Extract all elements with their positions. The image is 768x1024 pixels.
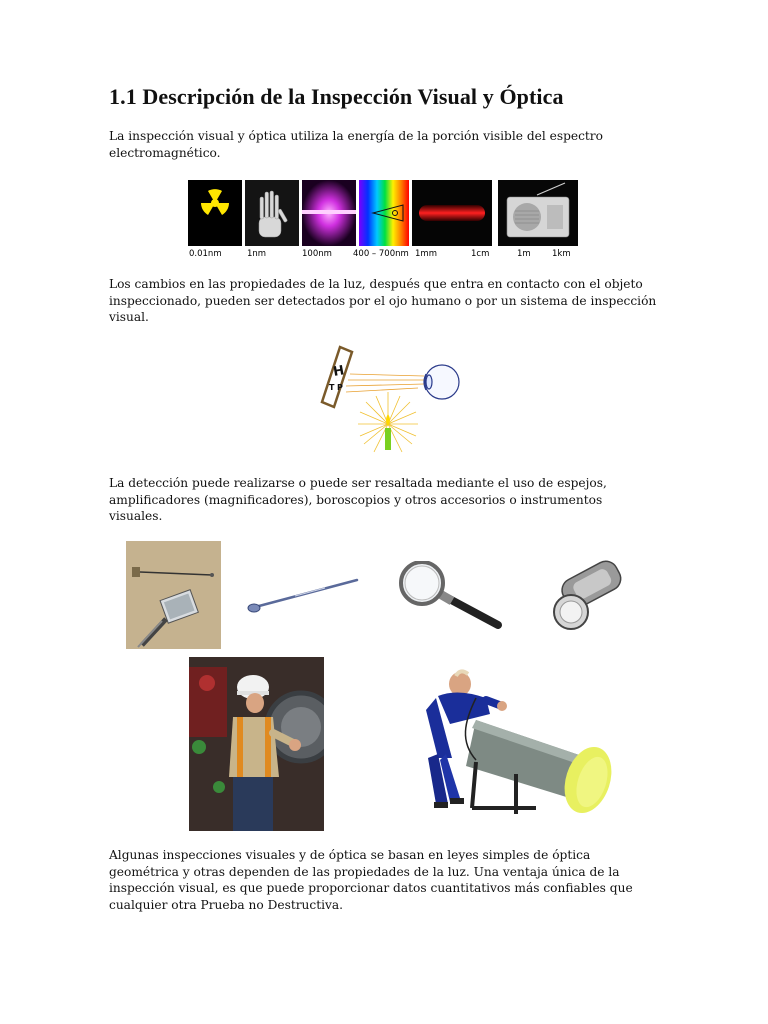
text-line: La detección puede realizarse o puede ser resaltada mediante el uso de espejos,	[109, 476, 607, 490]
text-line: La inspección visual y óptica utiliza la energía de la porción visible del espectro	[109, 129, 603, 143]
spectrum-label: 1mm	[415, 249, 437, 259]
text-line: inspeccionado, pueden ser detectados por el ojo humano o por un sistema de inspección	[109, 293, 657, 308]
eye-chart-letter: P	[337, 383, 343, 392]
loupe-magnifier-icon	[549, 556, 637, 634]
visible-spectrum-panel	[359, 180, 409, 246]
spectrum-label: 100nm	[302, 249, 332, 259]
paragraph-light-properties	[109, 276, 665, 326]
spectrum-label: 1cm	[471, 249, 490, 259]
uv-tube-icon	[302, 210, 356, 214]
borescope-operator-photo	[416, 662, 614, 824]
text-line: inspección visual, es que puede proporcionar datos cuantitativos más confiables que	[109, 881, 633, 896]
eye-chart-board-icon	[322, 347, 352, 407]
spectrum-label: 1km	[552, 249, 571, 259]
paragraph-conclusion	[109, 847, 665, 913]
text-line: visual.	[109, 310, 149, 325]
eye-chart-diagram	[318, 344, 468, 456]
section-heading: 1.1 Descripción de la Inspección Visual y Óptica	[109, 84, 564, 109]
vessel-icon	[466, 720, 614, 819]
text-line: geométrica y otras dependen de las propiedades de la luz. Una ventaja única de la	[109, 864, 620, 879]
candle-icon	[358, 392, 418, 452]
text-line: electromagnético.	[109, 145, 221, 160]
spectrum-label: 400 – 700nm	[353, 249, 409, 259]
eye-icon	[424, 365, 459, 399]
text-line: Los cambios en las propiedades de la luz, después que entra en contacto con el objeto	[109, 277, 643, 291]
eye-chart-letter: H	[332, 363, 346, 380]
text-line: Algunas inspecciones visuales y de óptica se basan en leyes simples de óptica	[109, 848, 591, 862]
spectrum-label: 1nm	[247, 249, 267, 259]
paragraph-detection	[109, 475, 665, 525]
text-line: visuales.	[109, 509, 163, 524]
text-line: cualquier otra Prueba no Destructiva.	[109, 897, 344, 912]
spectrum-label: 0.01nm	[189, 249, 222, 259]
spectrum-label: 1m	[517, 249, 531, 259]
magnifying-glass-icon	[396, 561, 504, 631]
inspection-mirror-photo	[126, 541, 221, 649]
dental-mirror-tool	[245, 574, 360, 616]
electromagnetic-spectrum-figure	[187, 179, 579, 259]
infrared-beam-icon	[419, 205, 485, 221]
eye-chart-letter: T	[329, 383, 335, 392]
light-rays-icon	[346, 374, 424, 392]
paragraph-intro	[109, 128, 665, 161]
text-line: amplificadores (magnificadores), boroscopios y otros accesorios o instrumentos	[109, 492, 603, 507]
worker-inspection-photo	[189, 657, 324, 831]
